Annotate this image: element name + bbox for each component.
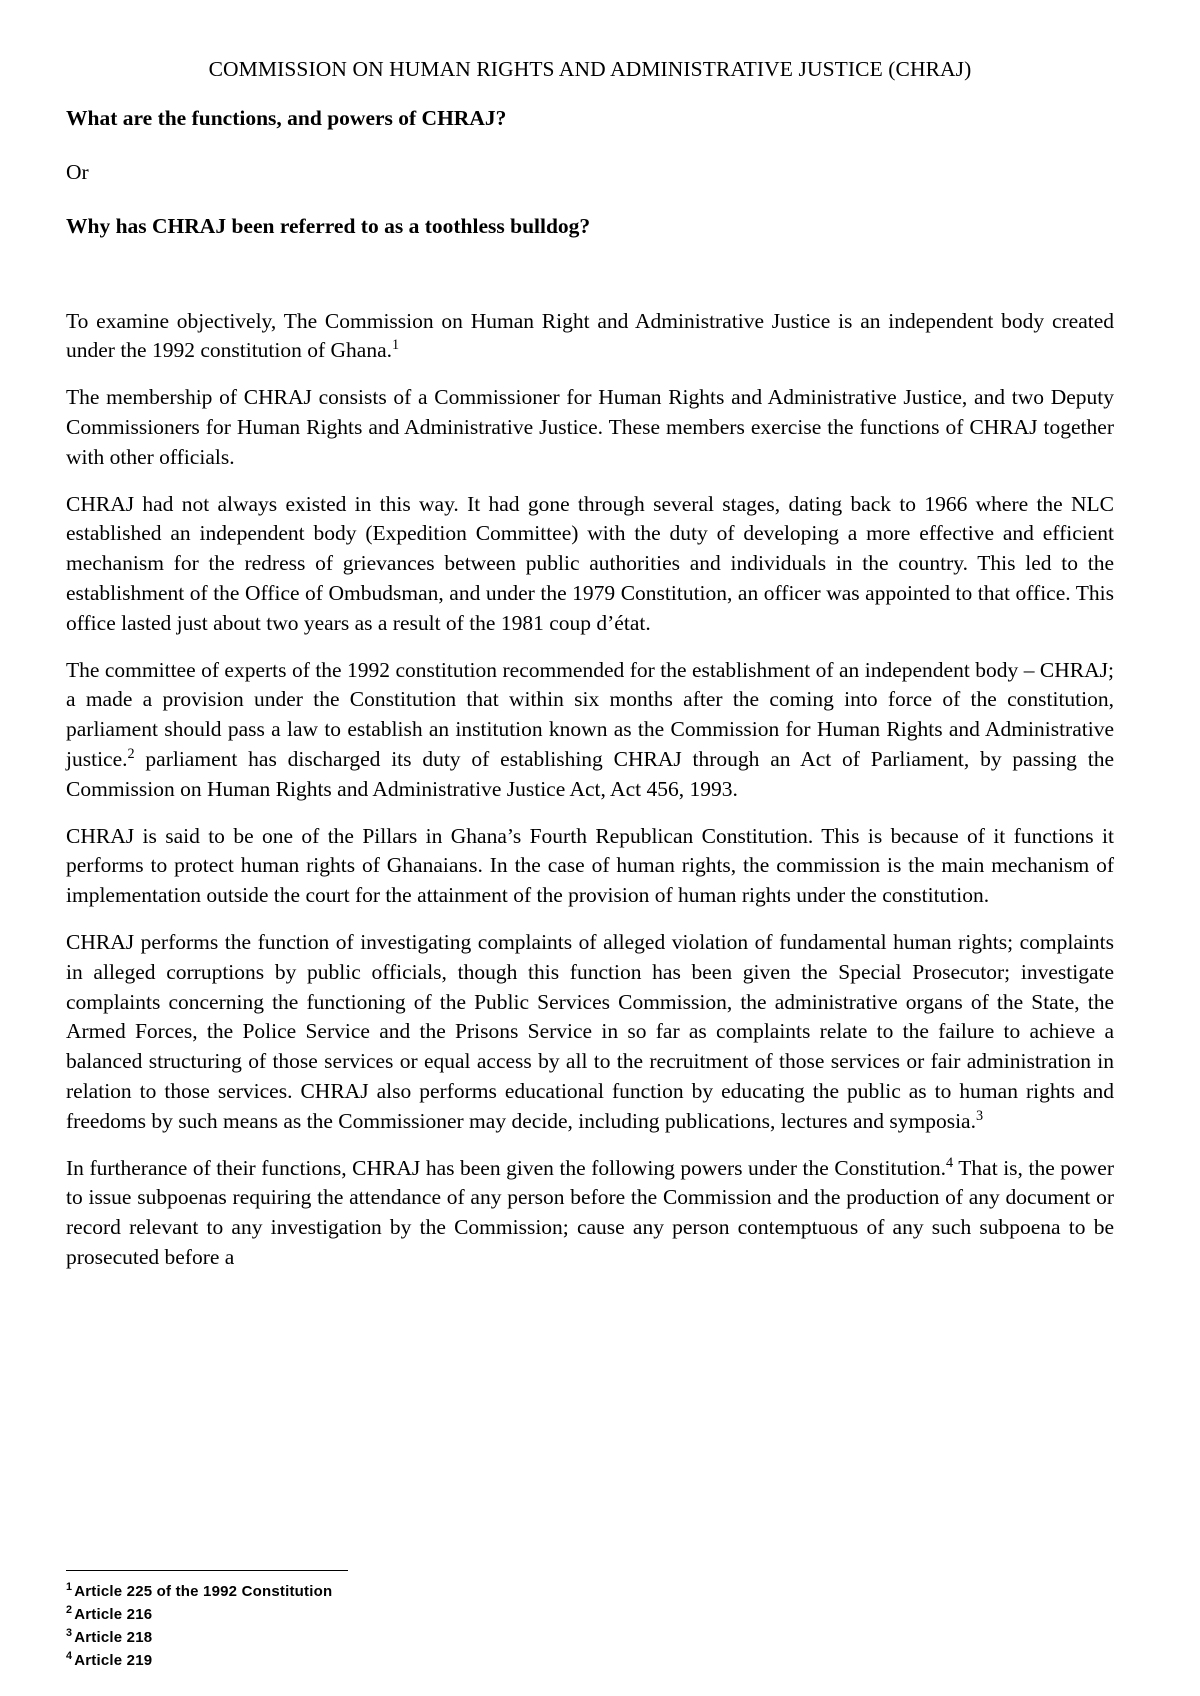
footnote-item-3: [66, 1626, 1114, 1649]
footnote-marker-2: 2: [66, 1604, 73, 1616]
footnote-marker-3: 3: [66, 1627, 73, 1639]
paragraph-powers: [66, 1154, 1114, 1273]
paragraph-membership: [66, 383, 1114, 472]
paragraph-membership-text: The membership of CHRAJ consists of a Commissioner for Human Rights and Administrative Justice, and two Deputy Commissioners for Human Rights and Administrative Justice. These members exercise the functions of CHRAJ together with other officials.: [66, 385, 1114, 469]
footnote-marker-4: 4: [66, 1650, 73, 1662]
paragraph-pillars: [66, 822, 1114, 911]
footnote-area: [66, 1570, 1114, 1672]
footnote-separator-rule: [66, 1570, 348, 1571]
paragraph-history-text: CHRAJ had not always existed in this way. It had gone through several stages, dating back to 1966 where the NLC established an independent body (Expedition Committee) with the duty of developing a more effective and efficient mechanism for the redress of grievances between public authorities and individuals in the country. This led to the establishment of the Office of Ombudsman, and under the 1979 Constitution, an officer was appointed to that office. This office lasted just about two years as a result of the 1981 coup d’état.: [66, 491, 1114, 635]
paragraph-intro: [66, 307, 1114, 367]
paragraph-functions: [66, 928, 1114, 1137]
footnote-text-4: Article 219: [74, 1652, 153, 1669]
question-alternate-heading: Why has CHRAJ been referred to as a toothless bulldog?: [66, 213, 591, 238]
paragraph-history: [66, 490, 1114, 639]
footnote-text-2: Article 216: [74, 1606, 153, 1623]
paragraph-pillars-text: CHRAJ is said to be one of the Pillars in Ghana’s Fourth Republican Constitution. This is because of it functions it performs to protect human rights of Ghanaians. In the case of human rights, the commission is the main mechanism of implementation outside the court for the attainment of the provision of human rights under the constitution.: [66, 823, 1114, 908]
footnote-text-3: Article 218: [74, 1629, 153, 1646]
paragraph-intro-text: To examine objectively, The Commission on Human Right and Administrative Justice is an independent body created under the 1992 constitution of Ghana.: [66, 308, 1114, 363]
footnote-item-1: [66, 1580, 1114, 1603]
section-spacer: [66, 267, 1114, 307]
paragraph-powers-text-after: That is, the power to issue subpoenas requiring the attendance of any person before the Commission and the production of any document or record relevant to any investigation by the Commission; cause any person contemptuous of any such subpoena to be prosecuted before a: [66, 1155, 1114, 1269]
footnote-marker-1: 1: [66, 1581, 73, 1593]
footnote-reference-4: 4: [946, 1154, 954, 1171]
footnote-reference-2: 2: [127, 745, 135, 762]
page-title: COMMISSION ON HUMAN RIGHTS AND ADMINISTRATIVE JUSTICE (CHRAJ): [208, 57, 972, 81]
question-connector: Or: [66, 159, 89, 184]
footnote-text-1: Article 225 of the 1992 Constitution: [74, 1583, 333, 1600]
paragraph-committee-text-after: parliament has discharged its duty of establishing CHRAJ through an Act of Parliament, by passing the Commission on Human Rights and Administrative Justice Act, Act 456, 1993.: [66, 747, 1114, 801]
footnote-item-4: [66, 1649, 1114, 1672]
footnote-reference-3: 3: [975, 1107, 984, 1124]
paragraph-powers-text-before: In furtherance of their functions, CHRAJ has been given the following powers under the Constitution.: [66, 1155, 947, 1180]
paragraph-committee-of-experts: [66, 656, 1114, 805]
paragraph-committee-text-before: The committee of experts of the 1992 constitution recommended for the establishment of an independent body – CHRAJ; a made a provision under the Constitution that within six months after the coming into force of the constitution, parliament should pass a law to establish an institution known as the Commission for Human Rights and Administrative justice.: [66, 657, 1114, 772]
paragraph-functions-text: CHRAJ performs the function of investigating complaints of alleged violation of fundamental human rights; complaints in alleged corruptions by public officials, though this function has been given the Special Prosecutor; investigate complaints concerning the functioning of the Public Services Commission, the administrative organs of the State, the Armed Forces, the Police Service and the Prisons Service in so far as complaints relate to the failure to achieve a balanced structuring of those services or equal access by all to the recruitment of those services or fair administration in relation to those services. CHRAJ also performs educational function by educating the public as to human rights and freedoms by such means as the Commissioner may decide, including publications, lectures and symposia.: [66, 930, 1114, 1133]
footnote-reference-1: 1: [392, 337, 400, 354]
question-primary-heading: What are the functions, and powers of CHRAJ?: [66, 105, 507, 130]
footnote-item-2: [66, 1603, 1114, 1626]
